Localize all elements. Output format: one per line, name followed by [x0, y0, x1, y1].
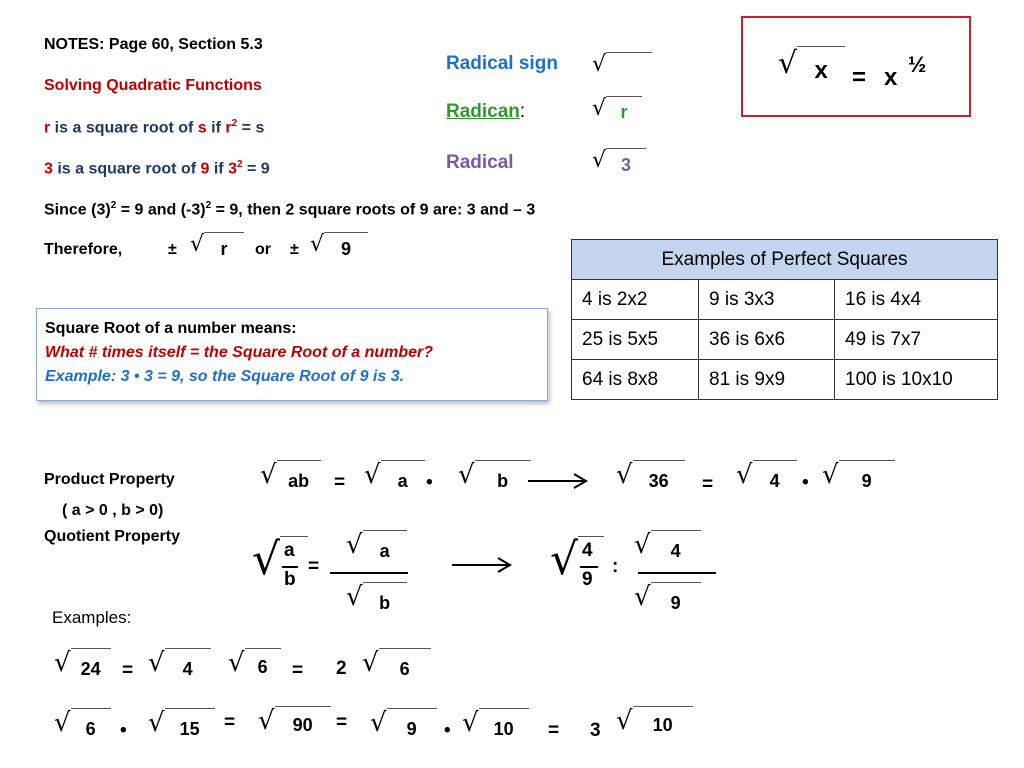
- radical-10: [462, 708, 529, 740]
- radicand: r: [606, 96, 642, 123]
- notes-heading: NOTES: Page 60, Section 5.3: [44, 36, 263, 53]
- radical-sign-example: [592, 52, 652, 77]
- text: = 9: [242, 160, 270, 178]
- definition-box: [36, 308, 548, 401]
- colon: :: [519, 101, 526, 122]
- table-row: [572, 360, 998, 400]
- radical-icon: √: [252, 534, 281, 585]
- quotient-property-label: Quotient Property: [44, 528, 181, 545]
- dot: •: [120, 720, 127, 741]
- term-radican: [446, 101, 525, 123]
- radical-icon: √: [228, 648, 245, 678]
- identity-rhs: x: [884, 64, 898, 91]
- table-cell: 100 is 10x10: [835, 360, 998, 400]
- radicand: 10: [479, 708, 529, 740]
- equals: =: [308, 556, 320, 577]
- notes-therefore: Therefore,: [44, 241, 123, 258]
- identity-radical: [778, 46, 845, 85]
- fraction-numerator: 4: [582, 540, 593, 561]
- equals: =: [548, 720, 560, 741]
- definition-title: Square Root of a number means:: [45, 320, 297, 337]
- radical-icon: √: [550, 534, 579, 585]
- identity-equals: =: [852, 64, 867, 91]
- table-cell: 36 is 6x6: [699, 320, 835, 360]
- radical-4: [634, 530, 701, 562]
- radical-icon: √: [634, 582, 651, 612]
- exponent: 2: [110, 200, 117, 211]
- radical-example: [592, 148, 646, 176]
- radical-icon: √: [54, 648, 71, 678]
- equals: =: [292, 660, 304, 681]
- equals: :: [612, 556, 619, 577]
- radical-4-over-9: [550, 530, 578, 590]
- radical-90: [258, 706, 331, 736]
- table-cell: 4 is 2x2: [572, 280, 699, 320]
- text: Since (3): [44, 201, 111, 219]
- radical-icon: √: [592, 96, 607, 121]
- radicand: 6: [71, 708, 111, 740]
- radical-icon: √: [362, 648, 379, 678]
- radicand: 6: [245, 648, 281, 678]
- radical-15: [148, 708, 215, 740]
- term-radical: Radical: [446, 152, 514, 173]
- fraction-denominator: 9: [582, 569, 593, 590]
- radicand: 4: [165, 648, 211, 680]
- radical-icon: √: [346, 530, 363, 560]
- fraction-denominator: b: [284, 569, 296, 590]
- radical-6: [54, 708, 111, 740]
- or-text: or: [255, 241, 271, 258]
- radical-icon: √: [634, 530, 651, 560]
- dot: •: [426, 472, 433, 493]
- table-header-row: [572, 240, 998, 280]
- radical-4: [148, 648, 211, 680]
- radicand: ab: [277, 460, 321, 492]
- radican-label: Radican: [446, 101, 520, 122]
- equals: =: [122, 660, 134, 681]
- radical-icon: √: [148, 708, 165, 738]
- text: if: [209, 160, 229, 178]
- product-property-label: Product Property: [44, 471, 175, 488]
- radicand: 10: [633, 706, 693, 736]
- radicand: r: [204, 232, 244, 260]
- text: = s: [237, 119, 265, 137]
- radicand: 9: [839, 460, 895, 492]
- radical-a: [346, 530, 407, 562]
- table-row: [572, 280, 998, 320]
- dot: •: [444, 720, 451, 741]
- radical-9: [370, 708, 437, 740]
- identity-exponent: ½: [908, 52, 927, 77]
- radicand: x: [797, 46, 845, 85]
- equals: =: [702, 474, 714, 495]
- definition-example: Example: 3 • 3 = 9, so the Square Root of 9 is 3.: [45, 368, 405, 385]
- var-s: s: [197, 119, 207, 137]
- radical-icon: √: [260, 460, 277, 490]
- notes-since: [44, 200, 535, 219]
- radical-icon: √: [616, 706, 633, 736]
- radicand: 9: [387, 708, 437, 740]
- exponent: 2: [236, 159, 243, 170]
- exponent: 2: [205, 200, 212, 211]
- radical-icon: √: [370, 708, 387, 738]
- radican-example: [592, 96, 642, 123]
- perfect-squares-table: [571, 239, 998, 400]
- radical-b: [346, 582, 407, 614]
- radicand: 9: [651, 582, 701, 614]
- radical-icon: √: [258, 706, 275, 736]
- radical-9: [634, 582, 701, 614]
- equals: =: [336, 712, 348, 733]
- table-cell: 25 is 5x5: [572, 320, 699, 360]
- notes-line-r: [44, 118, 264, 137]
- radicand: 3: [606, 148, 646, 176]
- radical-b: [458, 460, 531, 492]
- equals: =: [334, 472, 346, 493]
- radical-6: [228, 648, 281, 678]
- radical-4: [736, 460, 797, 492]
- coefficient: 3: [590, 720, 601, 741]
- text: is a square root of: [52, 160, 201, 178]
- exponent: 2: [231, 118, 238, 129]
- text: if: [206, 119, 226, 137]
- radicand: 4: [651, 530, 701, 562]
- radical-icon: √: [458, 460, 475, 490]
- equals: =: [224, 712, 236, 733]
- radical-6: [362, 648, 431, 680]
- arrow-right-icon: [452, 556, 514, 574]
- radical-ab: [260, 460, 321, 492]
- fraction-numerator: a: [284, 540, 295, 561]
- radical-icon: √: [462, 708, 479, 738]
- radical-r: [190, 232, 244, 260]
- num-3: 3: [44, 160, 53, 178]
- radical-icon: √: [346, 582, 363, 612]
- radical-24: [54, 648, 111, 680]
- radical-icon: √: [778, 46, 798, 81]
- radical-a: [364, 460, 425, 492]
- radicand: 36: [633, 460, 685, 492]
- radical-icon: √: [364, 460, 381, 490]
- table-cell: 64 is 8x8: [572, 360, 699, 400]
- table-header: Examples of Perfect Squares: [572, 240, 998, 280]
- radicand: 24: [71, 648, 111, 680]
- coefficient: 2: [336, 658, 347, 679]
- radicand: 9: [324, 232, 368, 260]
- dot: •: [802, 472, 809, 493]
- text: = 9 and (-3): [116, 201, 206, 219]
- product-condition: ( a > 0 , b > 0): [62, 502, 164, 519]
- radical-a-over-b: [252, 530, 280, 590]
- radical-icon: √: [616, 460, 633, 490]
- table-row: [572, 320, 998, 360]
- notes-topic: Solving Quadratic Functions: [44, 77, 262, 94]
- radical-icon: √: [148, 648, 165, 678]
- text: = 9, then 2 square roots of 9 are: 3 and – 3: [211, 201, 536, 219]
- radicand: a: [381, 460, 425, 492]
- plus-minus: ±: [168, 241, 177, 258]
- radicand: b: [363, 582, 407, 614]
- table-cell: 81 is 9x9: [699, 360, 835, 400]
- table-cell: 49 is 7x7: [835, 320, 998, 360]
- table-cell: 9 is 3x3: [699, 280, 835, 320]
- radicand: b: [475, 460, 531, 492]
- radicand: 15: [165, 708, 215, 740]
- radicand: 4: [753, 460, 797, 492]
- radical-icon: √: [310, 232, 325, 257]
- arrow-right-icon: [528, 472, 590, 490]
- radical-icon: √: [190, 232, 205, 257]
- radical-9: [822, 460, 895, 492]
- plus-minus: ±: [290, 241, 299, 258]
- radical-icon: √: [736, 460, 753, 490]
- radicand: 6: [379, 648, 431, 680]
- radical-10: [616, 706, 693, 736]
- text: is a square root of: [50, 119, 198, 137]
- radical-36: [616, 460, 685, 492]
- radical-icon: √: [592, 148, 607, 173]
- notes-line-3: [44, 159, 270, 178]
- radicand: 90: [275, 706, 331, 736]
- definition-question: What # times itself = the Square Root of a number?: [45, 344, 434, 361]
- var-r: r: [44, 119, 51, 137]
- term-radical-sign: Radical sign: [446, 53, 558, 74]
- radical-icon: √: [822, 460, 839, 490]
- num-9: 9: [200, 160, 210, 178]
- examples-label: Examples:: [52, 608, 132, 627]
- var-r: r: [225, 119, 232, 137]
- radical-icon: √: [54, 708, 71, 738]
- radical-icon: √: [592, 52, 607, 77]
- table-cell: 16 is 4x4: [835, 280, 998, 320]
- radicand: a: [363, 530, 407, 562]
- radical-9: [310, 232, 368, 260]
- num-3: 3: [228, 160, 237, 178]
